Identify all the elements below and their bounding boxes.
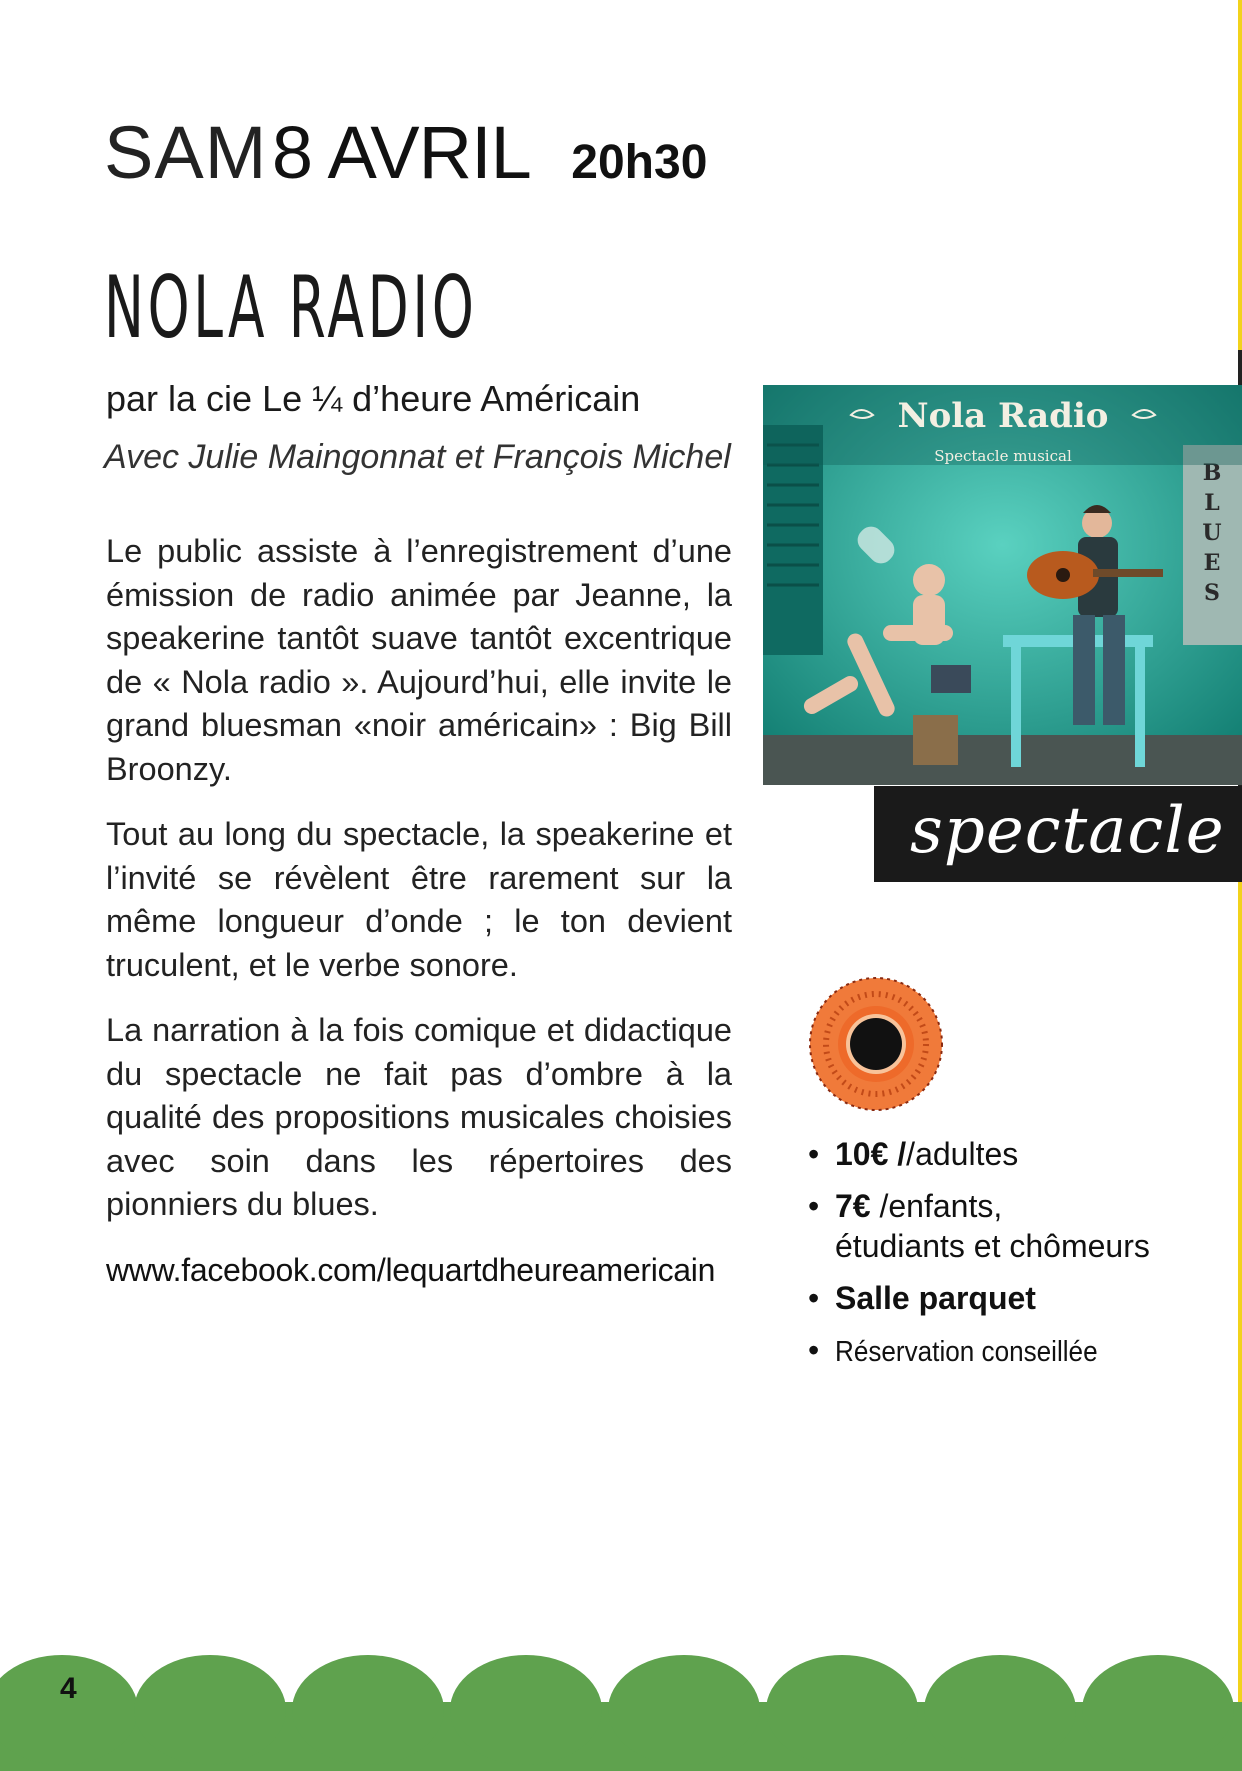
event-time: 20h30	[571, 136, 708, 189]
photo-caption: Spectacle musical	[934, 447, 1072, 465]
category-medallion-icon	[808, 976, 944, 1112]
svg-text:U: U	[1202, 520, 1222, 546]
svg-text:L: L	[1204, 490, 1220, 516]
price-child-amount: 7€	[835, 1188, 871, 1224]
price-adult-label: /adultes	[906, 1136, 1019, 1172]
venue	[808, 1278, 1150, 1318]
reservation-note	[808, 1330, 1150, 1372]
paragraph: Tout au long du spectacle, la speakerine et l’invité se révèlent être rarement sur la même longueur d’onde ; le ton devient truculent, et le verbe sonore.	[106, 816, 732, 983]
date-weekday: SAM	[104, 111, 268, 194]
practical-info	[808, 1134, 1150, 1384]
venue-label: Salle parquet	[835, 1280, 1036, 1316]
footer-scallop	[0, 1640, 1242, 1771]
cast-line: Avec Julie Maingonnat et François Michel	[104, 438, 731, 476]
description	[106, 530, 732, 1292]
price-child-label-2: étudiants et chômeurs	[835, 1228, 1150, 1264]
date-day: 8 AVRIL	[271, 111, 531, 194]
page-number: 4	[60, 1672, 77, 1705]
price-child	[808, 1186, 1150, 1266]
paragraph: Le public assiste à l’enregistrement d’une émission de radio animée par Jeanne, la speakerine tantôt suave tantôt excentrique de « Nola radio ». Aujourd’hui, elle invite le grand bluesman «noir américain» : Big Bill Broonzy.	[106, 533, 732, 787]
svg-text:S: S	[1204, 580, 1220, 606]
reservation-label: Réservation conseillée	[835, 1336, 1098, 1368]
company-line: par la cie Le ¼ d’heure Américain	[106, 378, 641, 419]
price-adult: • 10€ //adultes	[808, 1134, 1150, 1174]
price-child-label: /enfants,	[879, 1188, 1003, 1224]
page-edge-stripe	[1238, 0, 1242, 1771]
price-adult-amount: 10€	[835, 1136, 889, 1172]
event-date	[104, 110, 707, 195]
photo-title: Nola Radio	[897, 396, 1109, 436]
svg-text:E: E	[1203, 550, 1221, 576]
facebook-link[interactable]: www.facebook.com/lequartdheureamericain	[106, 1251, 716, 1288]
show-photo	[763, 385, 1242, 785]
category-label: spectacle	[910, 794, 1225, 868]
svg-text:B: B	[1202, 460, 1222, 486]
category-tag	[874, 786, 1242, 882]
paragraph: La narration à la fois comique et didactique du spectacle ne fait pas d’ombre à la qualité des propositions musicales choisies avec soin dans les répertoires des pionniers du blues.	[106, 1012, 732, 1222]
page-title: NOLA RADIO	[104, 258, 478, 358]
